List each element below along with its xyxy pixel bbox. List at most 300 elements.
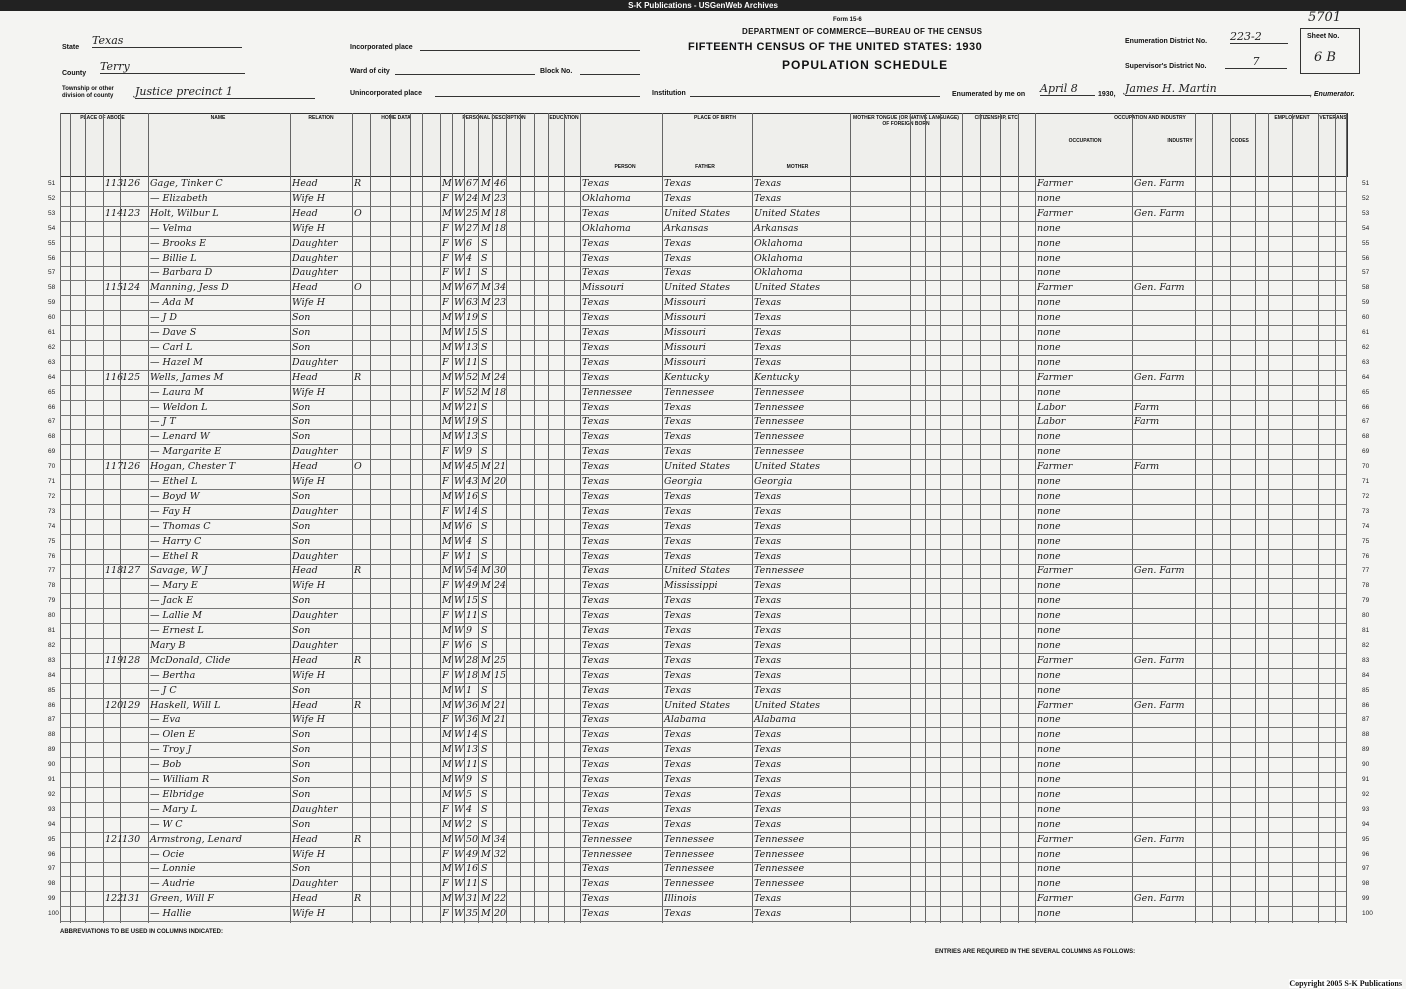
cell-mar: M bbox=[481, 833, 491, 845]
cell-bp: Texas bbox=[582, 654, 610, 666]
cell-rel: Daughter bbox=[292, 550, 338, 562]
group-citizenship: CITIZENSHIP, ETC. bbox=[974, 115, 1020, 121]
cell-fam: 126 bbox=[122, 178, 141, 189]
row-number: 99 bbox=[1362, 895, 1370, 903]
row-number: 91 bbox=[1362, 776, 1370, 783]
row-number: 82 bbox=[48, 641, 56, 649]
cell-ind bbox=[1134, 266, 1194, 280]
cell-mbp: Tennessee bbox=[754, 401, 805, 413]
cell-fbp: United States bbox=[664, 461, 731, 473]
group-home-data: HOME DATA bbox=[381, 115, 411, 121]
cell-ind bbox=[1134, 862, 1194, 876]
cell-fam bbox=[122, 818, 146, 832]
cell-rel: Son bbox=[292, 729, 311, 741]
cell-tenure: O bbox=[354, 207, 362, 219]
cell-name: — Bertha bbox=[150, 669, 196, 681]
row-number: 96 bbox=[1362, 850, 1370, 858]
cell-rel: Daughter bbox=[292, 505, 338, 517]
cell-mbp: Texas bbox=[754, 774, 782, 785]
cell-ind bbox=[1134, 490, 1194, 504]
cell-agem bbox=[494, 877, 508, 891]
census-row bbox=[60, 609, 1346, 624]
cell-mbp: Texas bbox=[754, 192, 782, 204]
cell-agem: 21 bbox=[494, 461, 507, 473]
cell-bp: Texas bbox=[582, 490, 610, 502]
cell-ind bbox=[1134, 252, 1194, 266]
cell-fam bbox=[122, 505, 146, 519]
cell-occ: none bbox=[1037, 312, 1061, 324]
cell-agem: 34 bbox=[494, 282, 507, 294]
cell-fbp: Tennessee bbox=[664, 878, 715, 890]
census-row bbox=[60, 862, 1346, 877]
cell-ind bbox=[1134, 386, 1194, 400]
cell-rel: Son bbox=[292, 490, 311, 502]
cell-mar: S bbox=[481, 341, 488, 353]
cell-ind bbox=[1134, 848, 1194, 862]
row-number: 88 bbox=[1362, 731, 1370, 739]
row-number: 79 bbox=[1362, 597, 1370, 605]
cell-fbp: Texas bbox=[664, 639, 692, 651]
cell-mbp: Texas bbox=[754, 356, 782, 368]
cell-age: 35 bbox=[466, 908, 479, 920]
cell-dw bbox=[105, 535, 121, 549]
cell-fam bbox=[122, 788, 146, 802]
cell-race: W bbox=[454, 461, 464, 473]
cell-occ: none bbox=[1037, 774, 1061, 785]
cell-name: — Lonnie bbox=[150, 863, 196, 875]
cell-ind bbox=[1134, 550, 1194, 564]
sheet-value: 6 B bbox=[1314, 50, 1336, 65]
census-row bbox=[60, 594, 1346, 609]
cell-mar: S bbox=[481, 490, 488, 502]
cell-name: — Barbara D bbox=[150, 267, 213, 279]
head-mother: MOTHER bbox=[786, 164, 809, 170]
cell-fbp: United States bbox=[664, 565, 731, 577]
row-number: 82 bbox=[1362, 641, 1370, 649]
cell-dw bbox=[105, 594, 121, 608]
cell-tenure: R bbox=[354, 565, 362, 577]
cell-rel: Head bbox=[292, 654, 318, 666]
cell-age: 27 bbox=[466, 222, 479, 234]
cell-sex: M bbox=[442, 684, 452, 696]
grid-line bbox=[1346, 113, 1347, 923]
census-row bbox=[60, 803, 1346, 818]
cell-bp: Texas bbox=[582, 714, 610, 726]
cell-mbp: United States bbox=[754, 282, 821, 294]
group-name: NAME bbox=[210, 115, 226, 121]
cell-fam bbox=[122, 669, 146, 683]
cell-agem: 23 bbox=[494, 192, 507, 204]
cell-name: — Boyd W bbox=[150, 490, 200, 502]
enumerated-date: April 8 bbox=[1040, 82, 1095, 96]
cell-fbp: Texas bbox=[664, 818, 692, 830]
row-number: 69 bbox=[48, 448, 56, 456]
cell-race: W bbox=[454, 237, 464, 249]
cell-mbp: Texas bbox=[754, 788, 782, 800]
cell-tenure bbox=[354, 520, 368, 534]
cell-occ: none bbox=[1037, 729, 1061, 741]
cell-mbp: Tennessee bbox=[754, 878, 805, 890]
cell-rel: Wife H bbox=[292, 192, 326, 204]
census-row bbox=[60, 654, 1346, 669]
cell-rel: Wife H bbox=[292, 908, 326, 920]
row-number: 78 bbox=[48, 582, 56, 590]
cell-fbp: Missouri bbox=[664, 312, 706, 324]
cell-bp: Texas bbox=[582, 878, 610, 890]
cell-mar: S bbox=[481, 505, 488, 517]
cell-race: W bbox=[454, 863, 464, 875]
cell-ind bbox=[1134, 579, 1194, 593]
cell-mar: M bbox=[481, 714, 491, 726]
cell-sex: M bbox=[442, 893, 452, 905]
census-row bbox=[60, 833, 1346, 848]
cell-bp: Tennessee bbox=[582, 386, 633, 398]
cell-sex: M bbox=[442, 461, 452, 473]
department-title: DEPARTMENT OF COMMERCE—BUREAU OF THE CENSUS bbox=[742, 27, 983, 36]
cell-fam bbox=[122, 266, 146, 280]
cell-fam bbox=[122, 713, 146, 727]
cell-ind: Gen. Farm bbox=[1134, 178, 1185, 189]
cell-sex: F bbox=[442, 878, 449, 890]
row-number: 52 bbox=[48, 194, 56, 202]
copyright: Copyright 2005 S-K Publications bbox=[1289, 979, 1402, 988]
cell-rel: Head bbox=[292, 565, 318, 577]
cell-fam bbox=[122, 386, 146, 400]
census-row bbox=[60, 207, 1346, 222]
cell-tenure bbox=[354, 713, 368, 727]
cell-fbp: Texas bbox=[664, 684, 692, 696]
cell-name: — Ocie bbox=[150, 848, 185, 860]
census-title: FIFTEENTH CENSUS OF THE UNITED STATES: 1930 bbox=[688, 41, 983, 53]
row-number: 72 bbox=[48, 492, 56, 500]
cell-rel: Son bbox=[292, 431, 311, 443]
cell-dw bbox=[105, 490, 121, 504]
row-number: 95 bbox=[48, 835, 56, 843]
row-number: 55 bbox=[48, 239, 56, 247]
cell-dw bbox=[105, 848, 121, 862]
cell-race: W bbox=[454, 341, 464, 353]
cell-tenure bbox=[354, 356, 368, 370]
cell-dw bbox=[105, 684, 121, 698]
cell-dw bbox=[105, 609, 121, 623]
cell-sex: F bbox=[442, 714, 449, 726]
cell-age: 21 bbox=[466, 401, 479, 413]
cell-dw bbox=[105, 415, 121, 429]
row-number: 96 bbox=[48, 850, 56, 858]
cell-bp: Oklahoma bbox=[582, 192, 631, 204]
cell-agem bbox=[494, 758, 508, 772]
cell-mbp: United States bbox=[754, 207, 821, 219]
census-row bbox=[60, 684, 1346, 699]
cell-fam bbox=[122, 862, 146, 876]
cell-ind bbox=[1134, 505, 1194, 519]
cell-name: — Jack E bbox=[150, 595, 194, 607]
cell-race: W bbox=[454, 386, 464, 398]
cell-bp: Missouri bbox=[582, 282, 624, 294]
cell-race: W bbox=[454, 535, 464, 547]
census-row bbox=[60, 535, 1346, 550]
census-row bbox=[60, 192, 1346, 207]
incorporated-label: Incorporated place bbox=[350, 44, 413, 51]
cell-agem bbox=[494, 639, 508, 653]
cell-name: McDonald, Clide bbox=[150, 654, 231, 666]
cell-race: W bbox=[454, 327, 464, 338]
row-number: 79 bbox=[48, 597, 56, 605]
cell-agem bbox=[494, 684, 508, 698]
row-number: 76 bbox=[48, 552, 56, 560]
cell-tenure bbox=[354, 535, 368, 549]
cell-bp: Texas bbox=[582, 893, 610, 905]
cell-dw bbox=[105, 877, 121, 891]
census-row bbox=[60, 445, 1346, 460]
row-number: 70 bbox=[1362, 463, 1370, 471]
cell-mbp: Texas bbox=[754, 610, 782, 622]
cell-bp: Texas bbox=[582, 505, 610, 517]
cell-mar: M bbox=[481, 669, 491, 681]
cell-occ: none bbox=[1037, 580, 1061, 592]
cell-race: W bbox=[454, 744, 464, 756]
cell-mbp: Texas bbox=[754, 505, 782, 517]
cell-occ: none bbox=[1037, 446, 1061, 458]
cell-dw bbox=[105, 550, 121, 564]
cell-fbp: Missouri bbox=[664, 297, 706, 309]
cell-fbp: Texas bbox=[664, 505, 692, 517]
cell-ind: Gen. Farm bbox=[1134, 833, 1185, 845]
cell-bp: Texas bbox=[582, 863, 610, 875]
cell-tenure bbox=[354, 758, 368, 772]
cell-occ: none bbox=[1037, 237, 1061, 249]
cell-race: W bbox=[454, 818, 464, 830]
cell-mbp: Arkansas bbox=[754, 222, 799, 234]
row-number: 81 bbox=[48, 627, 56, 634]
cell-rel: Son bbox=[292, 788, 311, 800]
head-occupation: OCCUPATION bbox=[1068, 138, 1102, 144]
cell-occ: none bbox=[1037, 476, 1061, 487]
cell-dw: 120 bbox=[105, 699, 124, 711]
cell-agem bbox=[494, 773, 508, 787]
cell-tenure bbox=[354, 475, 368, 489]
cell-dw bbox=[105, 192, 121, 206]
cell-mbp: Texas bbox=[754, 327, 782, 338]
cell-name: Hogan, Chester T bbox=[150, 461, 236, 473]
cell-fam: 131 bbox=[122, 893, 141, 905]
cell-name: — Hallie bbox=[150, 908, 192, 920]
cell-fbp: Missouri bbox=[664, 327, 706, 338]
cell-agem bbox=[494, 401, 508, 415]
cell-mar: M bbox=[481, 565, 491, 577]
cell-age: 9 bbox=[466, 774, 473, 785]
cell-name: — Ethel L bbox=[150, 476, 198, 487]
cell-sex: F bbox=[442, 639, 449, 651]
cell-age: 19 bbox=[466, 312, 479, 324]
cell-rel: Son bbox=[292, 818, 311, 830]
row-number: 63 bbox=[48, 358, 56, 366]
cell-agem bbox=[494, 728, 508, 742]
cell-tenure bbox=[354, 907, 368, 921]
row-number: 66 bbox=[1362, 403, 1370, 411]
row-number: 85 bbox=[48, 686, 56, 694]
cell-dw bbox=[105, 341, 121, 355]
census-row bbox=[60, 520, 1346, 535]
enumerated-label: Enumerated by me on bbox=[952, 91, 1026, 98]
row-number: 87 bbox=[1362, 716, 1370, 724]
cell-ind: Gen. Farm bbox=[1134, 207, 1185, 219]
row-number: 70 bbox=[48, 463, 56, 471]
cell-sex: F bbox=[442, 252, 449, 264]
cell-bp: Texas bbox=[582, 341, 610, 353]
cell-bp: Texas bbox=[582, 625, 610, 636]
census-row bbox=[60, 743, 1346, 758]
cell-name: Haskell, Will L bbox=[150, 699, 221, 711]
unincorporated-line bbox=[435, 96, 640, 97]
cell-rel: Wife H bbox=[292, 222, 326, 234]
cell-bp: Texas bbox=[582, 535, 610, 547]
row-number: 59 bbox=[1362, 299, 1370, 307]
cell-mbp: Texas bbox=[754, 729, 782, 741]
cell-agem: 18 bbox=[494, 207, 507, 219]
cell-occ: Farmer bbox=[1037, 461, 1073, 473]
cell-dw bbox=[105, 758, 121, 772]
cell-rel: Head bbox=[292, 282, 318, 294]
cell-bp: Texas bbox=[582, 178, 610, 189]
census-row bbox=[60, 564, 1346, 579]
row-number: 51 bbox=[1362, 180, 1370, 187]
row-number: 64 bbox=[1362, 373, 1370, 381]
cell-rel: Daughter bbox=[292, 803, 338, 815]
township-value: Justice precinct 1 bbox=[135, 85, 315, 99]
row-number: 97 bbox=[1362, 865, 1370, 873]
row-number: 60 bbox=[1362, 314, 1370, 322]
cell-tenure: R bbox=[354, 178, 362, 189]
cell-bp: Texas bbox=[582, 759, 610, 771]
cell-age: 25 bbox=[466, 207, 479, 219]
row-number: 53 bbox=[48, 209, 56, 217]
cell-race: W bbox=[454, 759, 464, 771]
cell-agem: 23 bbox=[494, 297, 507, 309]
cell-bp: Texas bbox=[582, 744, 610, 756]
cell-sex: F bbox=[442, 803, 449, 815]
cell-occ: none bbox=[1037, 222, 1061, 234]
cell-name: — Lenard W bbox=[150, 431, 210, 443]
cell-ind bbox=[1134, 907, 1194, 921]
cell-occ: Labor bbox=[1037, 416, 1066, 428]
cell-sex: M bbox=[442, 774, 452, 785]
cell-race: W bbox=[454, 908, 464, 920]
head-codes: CODES bbox=[1231, 138, 1249, 144]
cell-name: — Bob bbox=[150, 759, 182, 771]
cell-tenure bbox=[354, 445, 368, 459]
cell-fbp: Tennessee bbox=[664, 833, 715, 845]
row-number: 56 bbox=[1362, 254, 1370, 262]
cell-mar: S bbox=[481, 327, 488, 338]
cell-age: 36 bbox=[466, 699, 479, 711]
cell-fbp: Missouri bbox=[664, 341, 706, 353]
row-number: 75 bbox=[48, 537, 56, 545]
cell-dw bbox=[105, 311, 121, 325]
cell-ind bbox=[1134, 818, 1194, 832]
cell-tenure bbox=[354, 490, 368, 504]
cell-fbp: Texas bbox=[664, 625, 692, 636]
cell-occ: none bbox=[1037, 297, 1061, 309]
cell-name: — Hazel M bbox=[150, 356, 203, 368]
cell-tenure bbox=[354, 594, 368, 608]
cell-fbp: United States bbox=[664, 207, 731, 219]
row-number: 56 bbox=[48, 254, 56, 262]
cell-age: 11 bbox=[466, 356, 479, 368]
cell-dw bbox=[105, 326, 121, 340]
cell-bp: Texas bbox=[582, 565, 610, 577]
cell-name: — Olen E bbox=[150, 729, 196, 741]
cell-agem bbox=[494, 252, 508, 266]
cell-dw bbox=[105, 713, 121, 727]
cell-age: 14 bbox=[466, 505, 479, 517]
cell-mbp: Texas bbox=[754, 625, 782, 636]
cell-bp: Texas bbox=[582, 610, 610, 622]
cell-fbp: Alabama bbox=[664, 714, 706, 726]
cell-sex: F bbox=[442, 476, 449, 487]
cell-rel: Head bbox=[292, 893, 318, 905]
cell-occ: Farmer bbox=[1037, 565, 1073, 577]
row-number: 98 bbox=[48, 880, 56, 888]
cell-mar: S bbox=[481, 401, 488, 413]
cell-mar: S bbox=[481, 267, 488, 279]
cell-mbp: Alabama bbox=[754, 714, 796, 726]
cell-tenure bbox=[354, 684, 368, 698]
cell-race: W bbox=[454, 222, 464, 234]
cell-race: W bbox=[454, 431, 464, 443]
cell-bp: Texas bbox=[582, 669, 610, 681]
cell-agem: 24 bbox=[494, 580, 507, 592]
cell-fbp: Texas bbox=[664, 803, 692, 815]
cell-race: W bbox=[454, 803, 464, 815]
cell-fbp: United States bbox=[664, 282, 731, 294]
cell-agem: 46 bbox=[494, 178, 507, 189]
cell-dw bbox=[105, 728, 121, 742]
cell-age: 9 bbox=[466, 625, 473, 636]
cell-agem: 21 bbox=[494, 699, 507, 711]
cell-mar: S bbox=[481, 878, 488, 890]
cell-agem bbox=[494, 490, 508, 504]
cell-dw bbox=[105, 743, 121, 757]
cell-dw: 117 bbox=[105, 461, 124, 473]
cell-tenure bbox=[354, 877, 368, 891]
census-row bbox=[60, 490, 1346, 505]
cell-dw bbox=[105, 252, 121, 266]
cell-agem: 22 bbox=[494, 893, 507, 905]
cell-fbp: Texas bbox=[664, 237, 692, 249]
census-row bbox=[60, 341, 1346, 356]
cell-mar: S bbox=[481, 535, 488, 547]
cell-ind bbox=[1134, 788, 1194, 802]
cell-mar: M bbox=[481, 476, 491, 487]
cell-ind bbox=[1134, 296, 1194, 310]
cell-age: 13 bbox=[466, 744, 479, 756]
county-label: County bbox=[62, 70, 87, 77]
row-number: 67 bbox=[48, 418, 56, 426]
cell-race: W bbox=[454, 639, 464, 651]
row-number: 85 bbox=[1362, 686, 1370, 694]
cell-dw: 116 bbox=[105, 371, 124, 383]
row-number: 92 bbox=[1362, 790, 1370, 798]
cell-sex: F bbox=[442, 908, 449, 920]
cell-tenure bbox=[354, 624, 368, 638]
cell-fam bbox=[122, 907, 146, 921]
cell-tenure bbox=[354, 341, 368, 355]
census-row bbox=[60, 624, 1346, 639]
cell-rel: Wife H bbox=[292, 386, 326, 398]
cell-race: W bbox=[454, 476, 464, 487]
county-value: Terry bbox=[100, 60, 245, 74]
